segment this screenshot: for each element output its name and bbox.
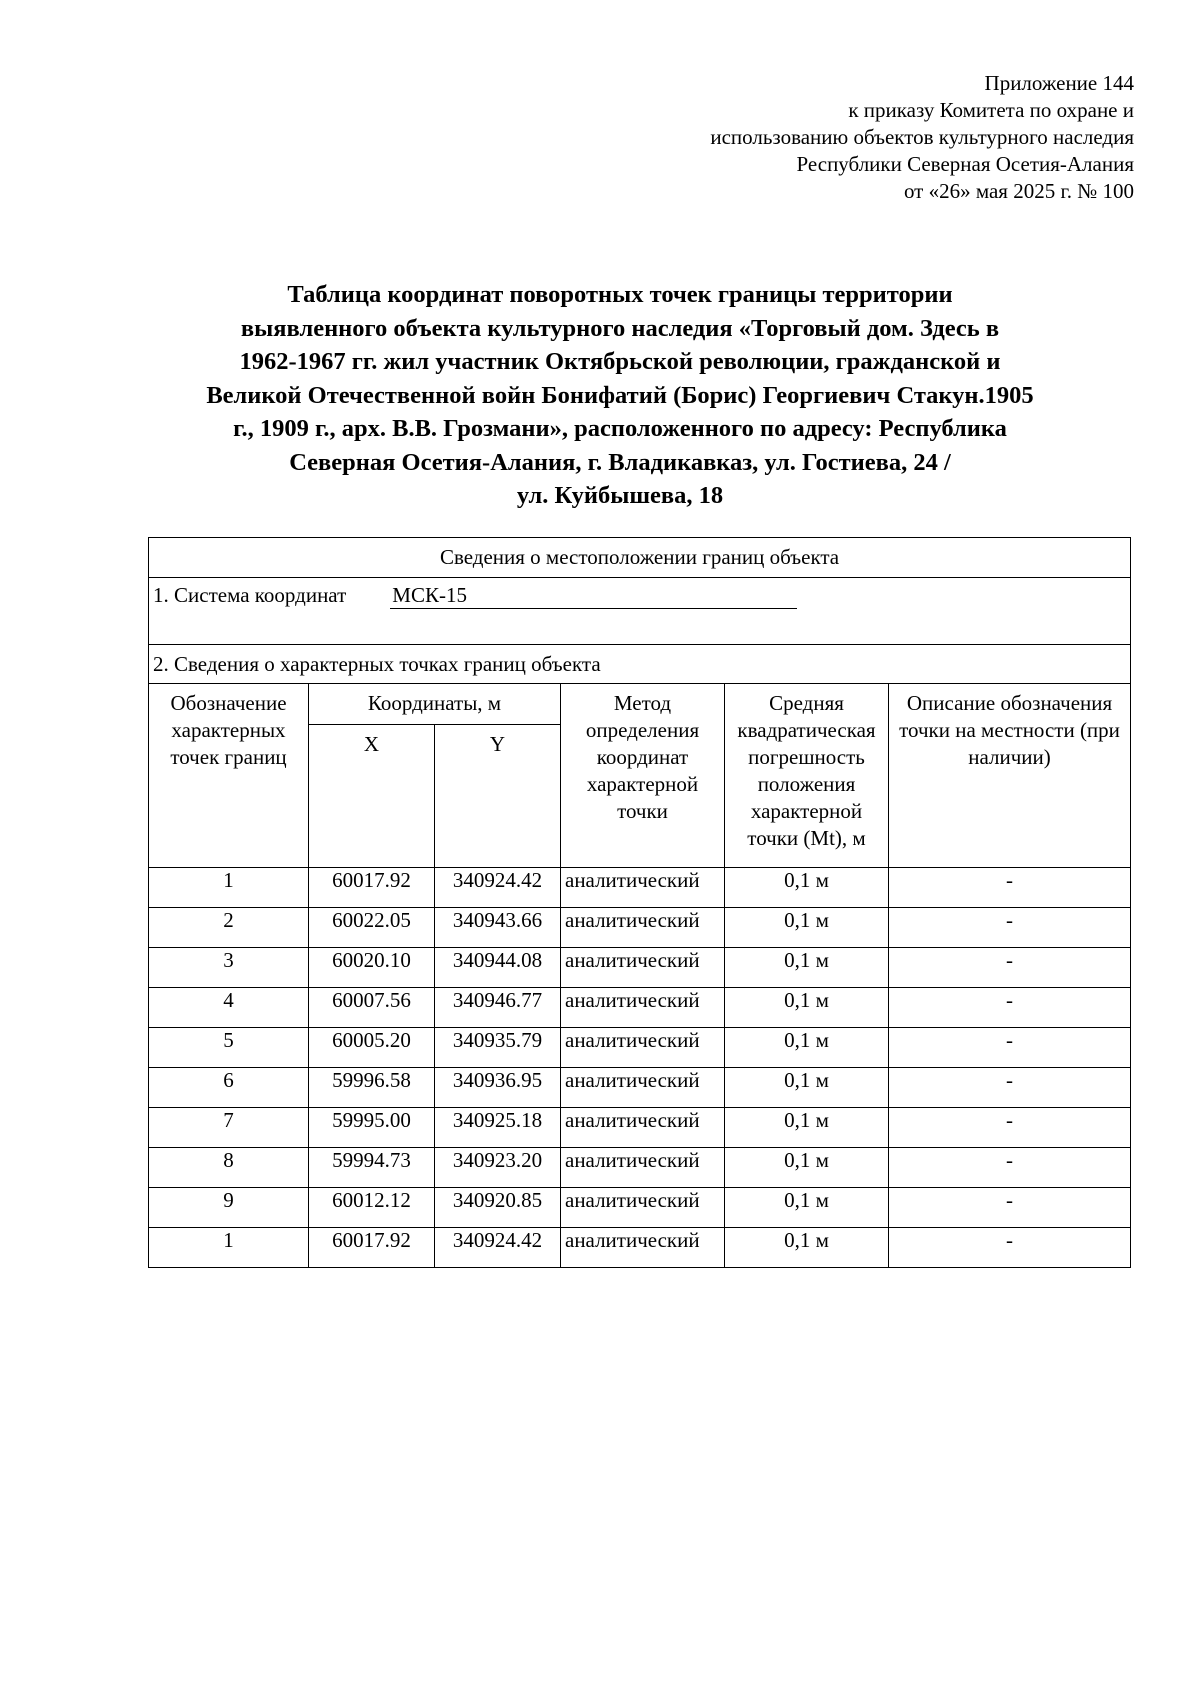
section-heading: Сведения о местоположении границ объекта xyxy=(149,538,1131,578)
point-number-cell: 3 xyxy=(149,948,309,988)
error-cell: 0,1 м xyxy=(725,1188,889,1228)
coordinate-x-cell: 60007.56 xyxy=(309,988,435,1028)
error-cell: 0,1 м xyxy=(725,948,889,988)
table-row xyxy=(149,1148,1131,1188)
point-number-cell: 6 xyxy=(149,1068,309,1108)
description-cell: - xyxy=(889,1188,1131,1228)
description-cell: - xyxy=(889,948,1131,988)
table-row xyxy=(149,1108,1131,1148)
method-cell: аналитический xyxy=(561,988,725,1028)
table-row xyxy=(149,948,1131,988)
points-heading: 2. Сведения о характерных точках границ объекта xyxy=(149,645,1131,684)
point-number-cell: 1 xyxy=(149,1228,309,1268)
method-cell: аналитический xyxy=(561,1188,725,1228)
point-number-cell: 1 xyxy=(149,868,309,908)
header-designation: Обозначение характерных точек границ xyxy=(149,684,309,868)
coordinate-y-cell: 340924.42 xyxy=(435,1228,561,1268)
point-number-cell: 2 xyxy=(149,908,309,948)
error-cell: 0,1 м xyxy=(725,1148,889,1188)
appendix-line: от «26» мая 2025 г. № 100 xyxy=(903,179,1134,203)
title-line: выявленного объекта культурного наследия «Торговый дом. Здесь в xyxy=(240,314,1000,342)
coordinate-system-row xyxy=(149,578,1131,645)
method-cell: аналитический xyxy=(561,1148,725,1188)
error-cell: 0,1 м xyxy=(725,1228,889,1268)
error-cell: 0,1 м xyxy=(725,1068,889,1108)
method-cell: аналитический xyxy=(561,908,725,948)
error-cell: 0,1 м xyxy=(725,1028,889,1068)
method-cell: аналитический xyxy=(561,1228,725,1268)
header-x: X xyxy=(309,725,435,868)
coordinate-y-cell: 340925.18 xyxy=(435,1108,561,1148)
title-line: Великой Отечественной войн Бонифатий (Борис) Георгиевич Стакун.1905 xyxy=(206,381,1034,409)
coordinate-y-cell: 340923.20 xyxy=(435,1148,561,1188)
appendix-line: Республики Северная Осетия-Алания xyxy=(796,152,1134,176)
appendix-line: Приложение 144 xyxy=(984,71,1134,95)
appendix-header xyxy=(534,70,1134,205)
point-number-cell: 8 xyxy=(149,1148,309,1188)
method-cell: аналитический xyxy=(561,1108,725,1148)
description-cell: - xyxy=(889,1108,1131,1148)
description-cell: - xyxy=(889,908,1131,948)
header-error: Средняя квадратическая погрешность положения характерной точки (Mt), м xyxy=(725,684,889,868)
table-row xyxy=(149,1228,1131,1268)
title-line: 1962-1967 гг. жил участник Октябрьской революции, гражданской и xyxy=(239,348,1001,375)
description-cell: - xyxy=(889,1068,1131,1108)
description-cell: - xyxy=(889,1148,1131,1188)
coordinate-x-cell: 60012.12 xyxy=(309,1188,435,1228)
point-number-cell: 7 xyxy=(149,1108,309,1148)
coordinate-y-cell: 340943.66 xyxy=(435,908,561,948)
description-cell: - xyxy=(889,988,1131,1028)
coordinate-x-cell: 60020.10 xyxy=(309,948,435,988)
title-line: г., 1909 г., арх. В.В. Грозмани», расположенного по адресу: Республика xyxy=(233,415,1007,442)
table-row xyxy=(149,988,1131,1028)
appendix-line: использованию объектов культурного наследия xyxy=(710,125,1134,149)
coordinate-y-cell: 340946.77 xyxy=(435,988,561,1028)
header-description: Описание обозначения точки на местности (при наличии) xyxy=(889,684,1131,868)
method-cell: аналитический xyxy=(561,868,725,908)
description-cell: - xyxy=(889,1228,1131,1268)
point-number-cell: 4 xyxy=(149,988,309,1028)
coordinate-x-cell: 60022.05 xyxy=(309,908,435,948)
description-cell: - xyxy=(889,1028,1131,1068)
coordinate-y-cell: 340944.08 xyxy=(435,948,561,988)
coordinate-x-cell: 59996.58 xyxy=(309,1068,435,1108)
document-title xyxy=(140,278,1100,513)
coordinate-x-cell: 60017.92 xyxy=(309,868,435,908)
error-cell: 0,1 м xyxy=(725,1108,889,1148)
error-cell: 0,1 м xyxy=(725,988,889,1028)
table-row xyxy=(149,868,1131,908)
coordinate-x-cell: 59994.73 xyxy=(309,1148,435,1188)
title-line: Таблица координат поворотных точек границы территории xyxy=(287,281,953,308)
point-number-cell: 9 xyxy=(149,1188,309,1228)
method-cell: аналитический xyxy=(561,948,725,988)
error-cell: 0,1 м xyxy=(725,908,889,948)
table-row xyxy=(149,1188,1131,1228)
coordinate-y-cell: 340920.85 xyxy=(435,1188,561,1228)
title-line: ул. Куйбышева, 18 xyxy=(516,482,724,509)
coordinate-y-cell: 340924.42 xyxy=(435,868,561,908)
coordinate-x-cell: 60017.92 xyxy=(309,1228,435,1268)
error-cell: 0,1 м xyxy=(725,868,889,908)
coordinates-table xyxy=(148,537,1131,1268)
header-coordinates: Координаты, м xyxy=(309,684,561,725)
table-row xyxy=(149,1068,1131,1108)
coordinate-x-cell: 60005.20 xyxy=(309,1028,435,1068)
header-y: Y xyxy=(435,725,561,868)
point-number-cell: 5 xyxy=(149,1028,309,1068)
description-cell: - xyxy=(889,868,1131,908)
method-cell: аналитический xyxy=(561,1028,725,1068)
title-line: Северная Осетия-Алания, г. Владикавказ, ул. Гостиева, 24 / xyxy=(289,448,951,476)
coordinate-system-value: МСК-15 xyxy=(390,582,797,609)
header-method: Метод определения координат характерной точки xyxy=(561,684,725,868)
coordinate-system-label: 1. Система координат xyxy=(153,583,347,607)
coordinate-y-cell: 340936.95 xyxy=(435,1068,561,1108)
table-row xyxy=(149,908,1131,948)
appendix-line: к приказу Комитета по охране и xyxy=(848,98,1134,122)
coordinate-y-cell: 340935.79 xyxy=(435,1028,561,1068)
method-cell: аналитический xyxy=(561,1068,725,1108)
table-row xyxy=(149,1028,1131,1068)
coordinate-x-cell: 59995.00 xyxy=(309,1108,435,1148)
